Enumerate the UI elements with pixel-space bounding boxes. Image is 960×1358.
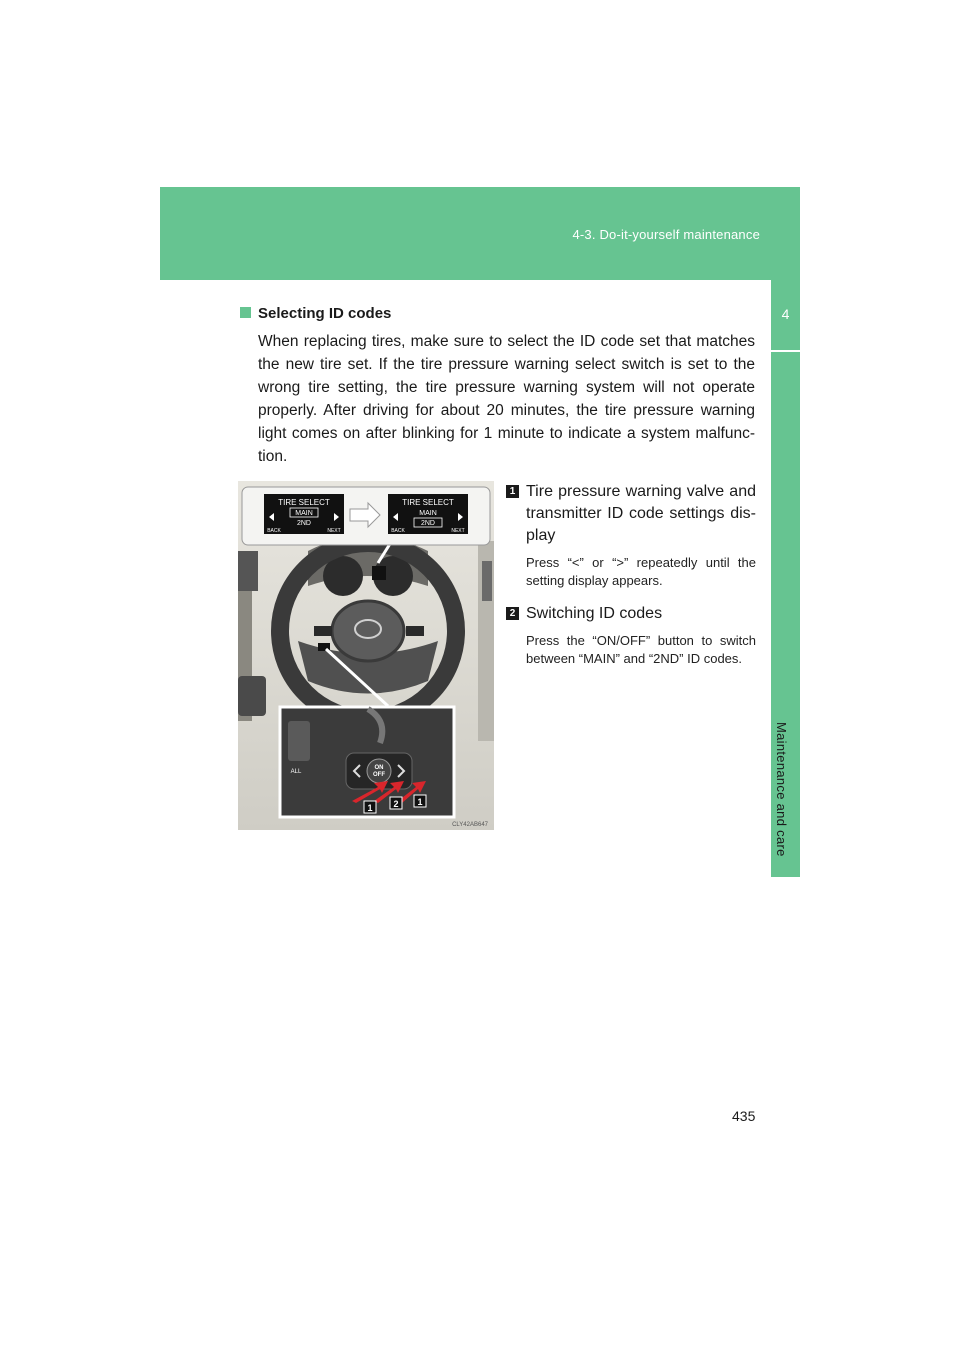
on-off-button [367, 759, 391, 783]
step-2 [506, 603, 756, 668]
screen-right-2nd: 2ND [420, 520, 436, 527]
page-number: 435 [732, 1108, 756, 1124]
header-band [160, 187, 800, 280]
step-1-description: Press “<” or “>” repeatedly until the setting display appears. [526, 555, 756, 588]
step-2-description: Press the “ON/OFF” button to switch between “MAIN” and “2ND” ID codes. [526, 633, 756, 666]
step-1-title: Tire pressure warning valve and transmitter ID code settings dis-play [526, 483, 756, 544]
chapter-tab-divider [771, 350, 800, 352]
chapter-number: 4 [781, 306, 790, 322]
left-vent-icon [238, 551, 258, 591]
screen-right-title: TIRE SELECT [402, 498, 454, 507]
image-code: CLY42AB647 [452, 822, 488, 828]
screen-left-title: TIRE SELECT [278, 498, 330, 507]
section-paragraph: When replacing tires, make sure to select the ID code set that matches the new tire set. If the tire pressure warning select switch is set to the wrong tire setting, the tire pressure warning system will not operate properly. After driving for about 20 minutes, the tire pressure warning light comes on after blinking for 1 minute to indicate a system malfunc-tion. [258, 333, 755, 465]
step-2-title: Switching ID codes [526, 605, 663, 622]
step-1-number: 1 [506, 485, 519, 498]
steering-wheel-figure [238, 481, 494, 830]
screen-right-next: NEXT [451, 528, 465, 534]
chapter-label: Maintenance and care [774, 722, 789, 857]
step-1 [506, 481, 756, 590]
square-bullet-icon [240, 307, 251, 318]
all-label: ALL [290, 769, 302, 775]
wheel-switch-left [314, 626, 332, 636]
screen-left-back: BACK [267, 528, 281, 534]
screen-left-next: NEXT [327, 528, 341, 534]
wheel-switch-right [406, 626, 424, 636]
multi-display [372, 566, 386, 580]
screen-right-main: MAIN [419, 510, 437, 517]
screen-left-main: MAIN [295, 510, 313, 517]
section-title: 4-3. Do-it-yourself maintenance [572, 227, 760, 242]
tire-select-screen-right [388, 494, 468, 534]
key-fob-icon [238, 676, 266, 716]
section-heading [240, 305, 391, 322]
callout-1-right: 1 [417, 797, 423, 807]
right-vent-icon [482, 561, 492, 601]
tire-select-screen-left [264, 494, 344, 534]
airbag-pad [332, 601, 404, 661]
window-switch-icon [288, 721, 310, 761]
section-heading-text: Selecting ID codes [258, 305, 392, 322]
screen-left-2nd: 2ND [296, 520, 312, 527]
switch-closeup-inset [280, 707, 454, 817]
callout-1-left: 1 [367, 803, 373, 813]
switch-on-label: ON [374, 765, 384, 771]
switch-off-label: OFF [373, 772, 385, 778]
screen-right-back: BACK [391, 528, 405, 534]
step-2-number: 2 [506, 607, 519, 620]
callout-2: 2 [393, 799, 399, 809]
